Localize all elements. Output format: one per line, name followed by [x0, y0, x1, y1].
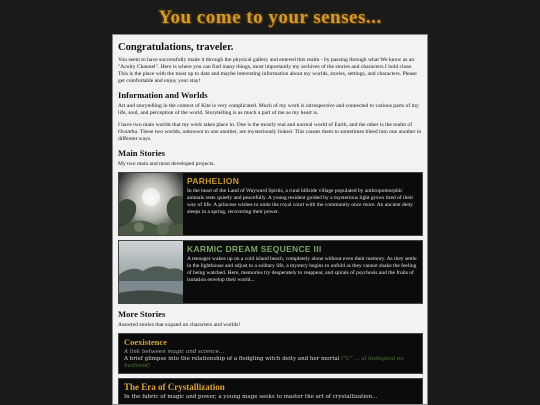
realm-name: Ovantha [118, 128, 138, 135]
story-tagline-coexistence: A link between magic and science... [124, 349, 225, 356]
intro-heading: Congratulations, traveler. [118, 42, 234, 53]
info-heading: Information and Worlds [118, 90, 208, 101]
story-card-karmic-dream[interactable] [118, 240, 423, 304]
story-description-coexistence [124, 356, 417, 370]
site-banner [0, 0, 540, 36]
info-paragraph-2-prefix: I have two main worlds that my work takes place in. One is the mostly real and normal world of Earth, and the other is the realm of [118, 121, 413, 128]
story-description-era-of-crystallization: In the fabric of magic and power, a young mage seeks to master the art of crystallization... [124, 394, 378, 401]
more-stories-subtitle: Assorted stories that expand on characters and worlds! [118, 321, 241, 328]
more-stories-heading: More Stories [118, 308, 166, 319]
story-title-karmic-dream[interactable]: KARMIC DREAM SEQUENCE III [187, 243, 322, 254]
story-description-coexistence-text: A brief glimpse into the relationship of a fledgling witch deity and her mortal [124, 356, 340, 363]
main-stories-heading: Main Stories [118, 147, 166, 158]
parhelion-thumbnail [119, 173, 183, 236]
karmic-dream-thumbnail [119, 241, 183, 304]
story-title-parhelion[interactable]: PARHELION [187, 175, 240, 186]
main-stories-subtitle: My two main and most developed projects. [118, 160, 215, 167]
banner-title: You come to your senses... [158, 7, 382, 28]
info-paragraph-2 [118, 122, 423, 143]
story-description-coexistence-faded: ("C" ... al biological ex-husband) [124, 356, 406, 370]
intro-text: You seem to have successfully made it through the physical gallery and entered this realm - by passing through what We know as an "Acuity Channel". Here is where you can find many things, most importantly my archives of the stories and characters I hold close. This is the place with the most up to date and maybe interesting information about my worlds, stories, settings, and characters. Please get comfortable and enjoy your stay! [118, 57, 417, 85]
story-title-era-of-crystallization[interactable]: The Era of Crystallization [124, 382, 225, 393]
content-panel [112, 34, 428, 405]
info-paragraph-2-suffix: . These two worlds, unknown to one another, are mysteriously linked. This causes them to sometimes bleed into one another in different ways. [118, 128, 422, 142]
karmic-dream-body [183, 241, 422, 303]
story-title-coexistence[interactable]: Coexistence [124, 337, 167, 348]
parhelion-body [183, 173, 422, 235]
story-description-parhelion: In the heart of the Land of Wayward Spirits, a rural hillside village populated by anthropomorphic animals rests quietly and peacefully. A young resident guided by a mysterious light grows tired of their way of life. A princess wishes to unite the royal court with the community once more. An ancient deity sleeps in a spring, recovering their power. [187, 187, 414, 215]
story-card-parhelion[interactable] [118, 172, 423, 236]
info-paragraph-1: Art and storytelling in the context of Kite is very complicated. Much of my work is introspective and connected to various parts of my life, soul, and perception of the world. Storytelling is as much a part of me as my heart is. [118, 103, 419, 117]
story-card-era-of-crystallization[interactable] [118, 378, 423, 405]
story-description-karmic-dream: A teenager wakes up on a cold island beach, completely alone without even their memory. As they settle in the lighthouse and adjust to a solitary life, a mystery begins to unfold as they cannot shake the feeling of being watched. Here, memories try desperately to reappear, and spirals of psychosis and the fruits of isolation envelop their world... [187, 255, 417, 283]
story-card-coexistence[interactable] [118, 333, 423, 374]
